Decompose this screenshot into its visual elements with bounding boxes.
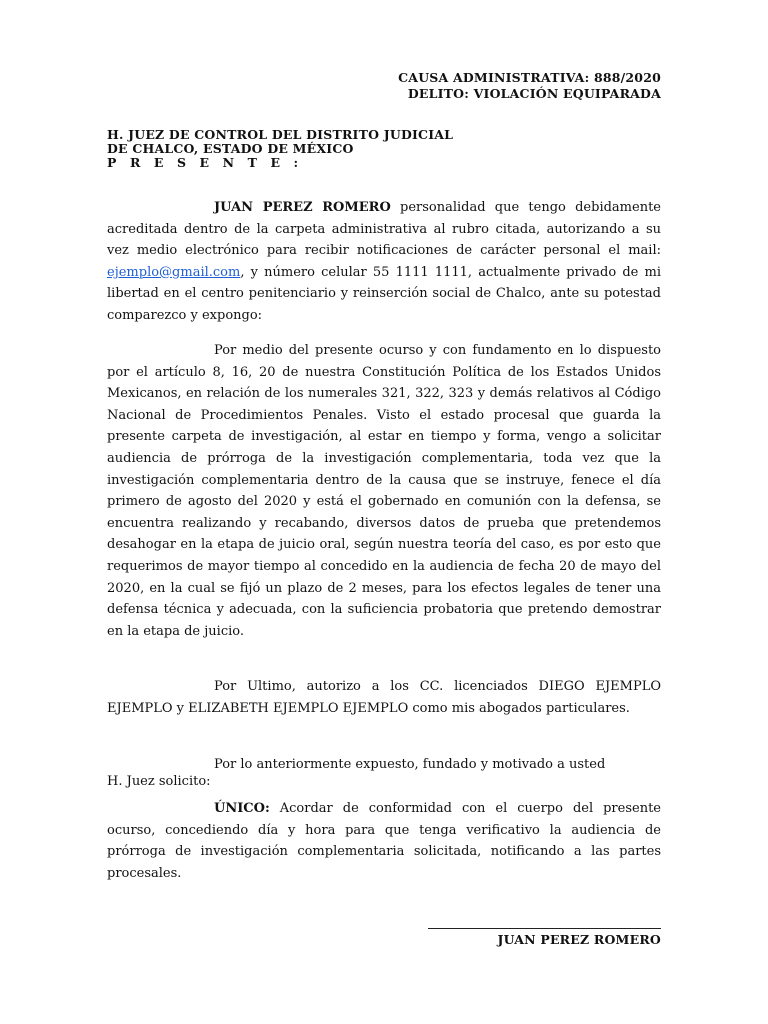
petition-intro-line-1: Por lo anteriormente expuesto, fundado y motivado a usted — [214, 757, 606, 772]
request-text: Acordar de conformidad con el cuerpo del presente ocurso, concediendo día y hora para que tenga verificativo la audiencia de prórroga de investigación complementaria solicitada, notificando a las partes procesales. — [107, 801, 661, 881]
intro-text-b: , y número celular 55 1111 1111, actualmente privado de mi libertad en el centro penitenciario y reinserción social de Chalco, ante su potestad comparezco y expongo: — [107, 264, 661, 323]
crime-description: DELITO: VIOLACIÓN EQUIPARADA — [407, 86, 661, 101]
grounds-text: Por medio del presente ocurso y con fundamento en lo dispuesto por el artículo 8, 16, 20 de nuestra Constitución Política de los Estados Unidos Mexicanos, en relación de los numerales 321, 322, 323 y demás relativos al Código Nacional de Procedimientos Penales. Visto el estado procesal que guarda la presente carpeta de investigación, al estar en tiempo y forma, vengo a solicitar audiencia de prórroga de la investigación complementaria, toda vez que la investigación complementaria dentro de la causa que se instruye, fenece el día primero de agosto del 2020 y está el gobernado en comunión con la defensa, se encuentra realizando y recabando, diversos datos de prueba que pretendemos desahogar en la etapa de juicio oral, según nuestra teoría del caso, es por esto que requerimos de mayor tiempo al concedido en la audiencia de fecha 20 de mayo del 2020, en la cual se fijó un plazo de 2 meses, para los efectos legales de tener una defensa técnica y adecuada, con la suficiencia probatoria que pretendo demostrar en la etapa de juicio. — [107, 343, 661, 639]
request-paragraph — [107, 798, 661, 884]
request-label: ÚNICO: — [214, 801, 270, 816]
case-header — [398, 70, 661, 102]
addressee-block — [107, 128, 453, 170]
petition-intro-line-2: H. Juez solicito: — [107, 774, 211, 789]
addressee-line-1: H. JUEZ DE CONTROL DEL DISTRITO JUDICIAL — [107, 127, 454, 142]
intro-text-a: personalidad que tengo debidamente acreditada dentro de la carpeta administrativa al rubro citada, autorizando a su vez medio electrónico para recibir notificaciones de carácter personal el mail: — [107, 200, 661, 259]
petitioner-name: JUAN PEREZ ROMERO — [214, 200, 391, 215]
case-number: CAUSA ADMINISTRATIVA: 888/2020 — [398, 70, 661, 85]
addressee-line-3: P R E S E N T E : — [107, 155, 303, 170]
addressee-line-2: DE CHALCO, ESTADO DE MÉXICO — [107, 141, 354, 156]
grounds-paragraph — [107, 340, 661, 642]
signature-name: JUAN PEREZ ROMERO — [497, 932, 661, 947]
lawyers-text: Por Ultimo, autorizo a los CC. licenciados DIEGO EJEMPLO EJEMPLO y ELIZABETH EJEMPLO EJEMPLO como mis abogados particulares. — [107, 679, 661, 716]
email-link[interactable]: ejemplo@gmail.com — [107, 264, 241, 280]
petition-intro-paragraph — [107, 756, 661, 790]
intro-paragraph — [107, 197, 661, 327]
lawyers-paragraph — [107, 676, 661, 719]
signature-block — [428, 928, 661, 947]
